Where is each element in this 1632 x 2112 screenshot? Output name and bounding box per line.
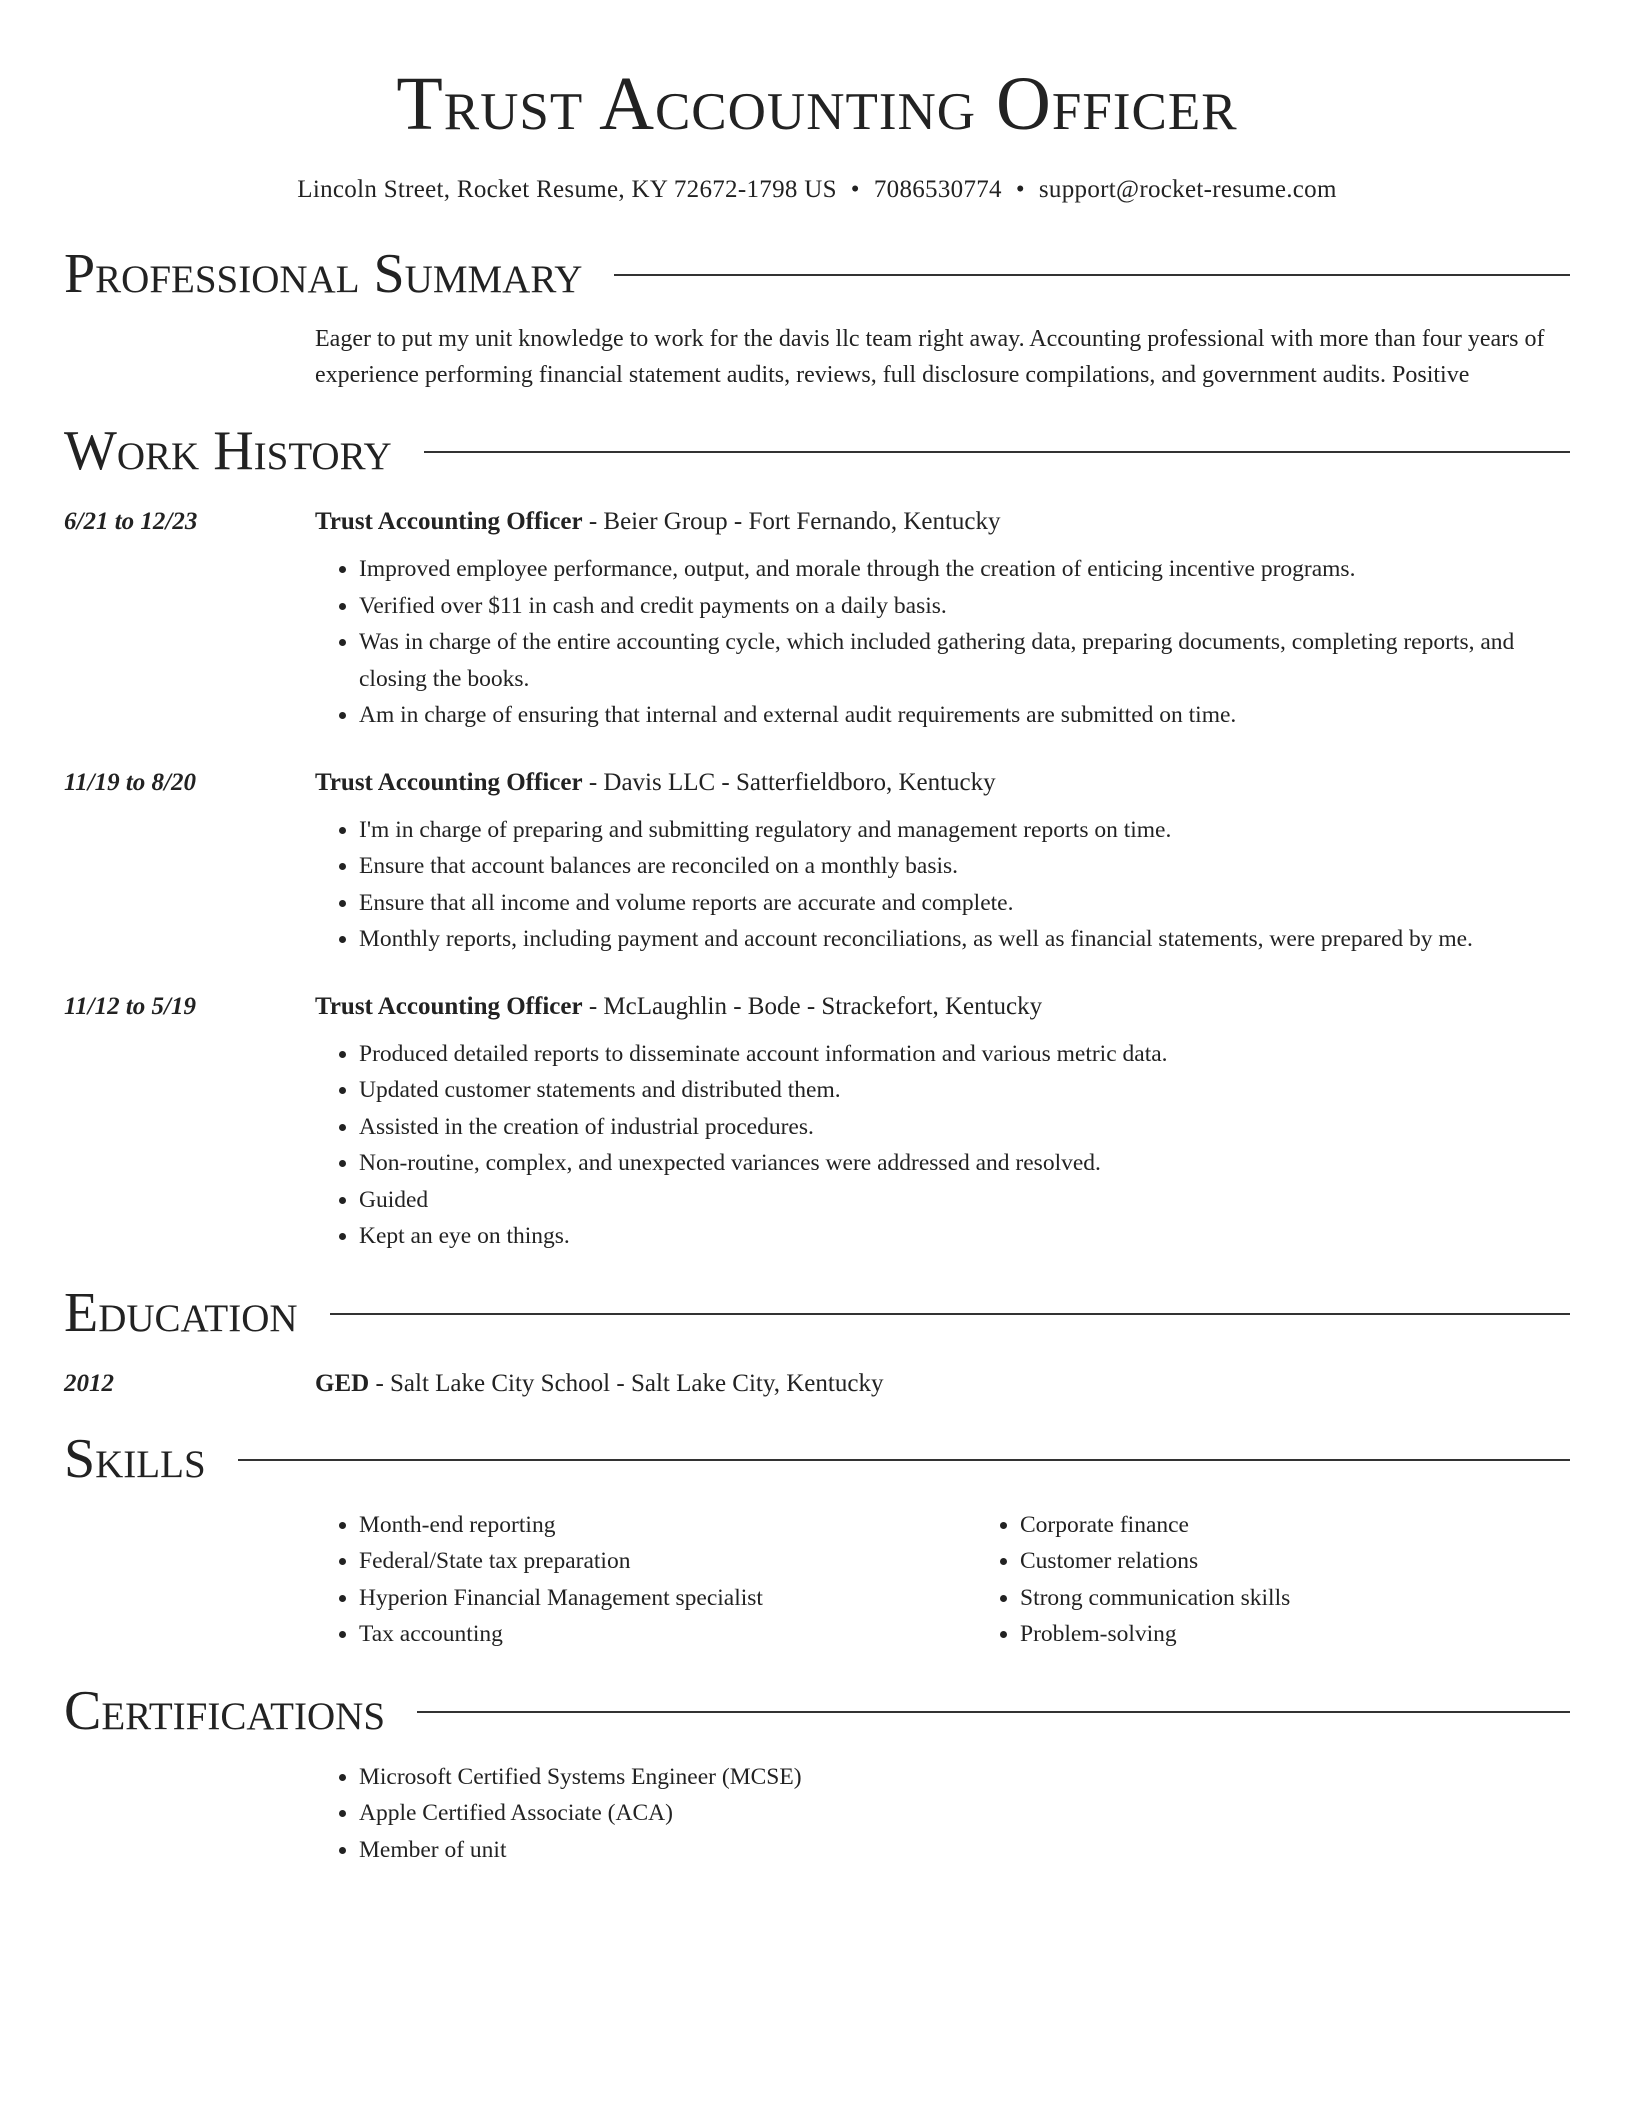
job-entry: [64, 990, 1570, 1255]
list-item: • Guided: [359, 1182, 1570, 1219]
skills-section: [64, 1427, 1570, 1653]
job-bullets: [315, 1036, 1570, 1255]
job-entry: [64, 505, 1570, 734]
list-item: • Ensure that account balances are reconciled on a monthly basis.: [359, 848, 1570, 885]
section-title: Work History: [64, 420, 392, 482]
contact-separator: •: [1015, 176, 1025, 203]
skill-item: • Federal/State tax preparation: [359, 1543, 976, 1580]
section-divider: [330, 1313, 1570, 1315]
section-title: Professional Summary: [64, 243, 583, 305]
education-heading-line: [315, 1367, 1570, 1401]
list-item: • Was in charge of the entire accounting cycle, which included gathering data, preparing documents, completing reports, and closing the books.: [359, 624, 1570, 697]
education-heading: [64, 1281, 1570, 1344]
section-divider: [238, 1459, 1570, 1461]
skills-list-right: [976, 1507, 1632, 1653]
resume-title: Trust Accounting Officer: [396, 62, 1238, 146]
work-history-section: [64, 420, 1570, 1255]
job-bullets: [315, 812, 1570, 958]
job-dates: 11/19 to 8/20: [64, 768, 196, 796]
list-item: • Ensure that all income and volume reports are accurate and complete.: [359, 885, 1570, 922]
certification-item: • Member of unit: [359, 1832, 1570, 1869]
list-item: • Produced detailed reports to disseminate account information and various metric data.: [359, 1036, 1570, 1073]
list-item: • Monthly reports, including payment and account reconciliations, as well as financial statements, were prepared by me.: [359, 921, 1570, 958]
job-employer: - Beier Group - Fort Fernando, Kentucky: [582, 508, 1001, 535]
summary-text: Eager to put my unit knowledge to work for the davis llc team right away. Accounting professional with more than four years of experience performing financial statement audits, reviews, full disclosure compilations, and government audits. Positive: [315, 326, 1545, 388]
list-item: • Am in charge of ensuring that internal and external audit requirements are submitted on time.: [359, 697, 1570, 734]
section-title: Education: [64, 1281, 298, 1344]
education-entry: [64, 1367, 1570, 1401]
certifications-section: [64, 1679, 1570, 1869]
job-heading: [315, 505, 1570, 539]
section-divider: [424, 451, 1570, 453]
contact-phone: 7086530774: [873, 176, 1002, 203]
skills-list-left: [315, 1507, 976, 1653]
section-divider: [614, 274, 1570, 276]
skills-grid: [315, 1507, 1570, 1653]
skill-item: • Tax accounting: [359, 1616, 976, 1653]
certifications-heading: [64, 1679, 1570, 1742]
list-item: • I'm in charge of preparing and submitting regulatory and management reports on time.: [359, 812, 1570, 849]
skill-item: • Hyperion Financial Management specialist: [359, 1580, 976, 1617]
education-section: [64, 1281, 1570, 1401]
skill-item: • Strong communication skills: [1020, 1580, 1632, 1617]
skill-item: • Customer relations: [1020, 1543, 1632, 1580]
contact-line: [64, 176, 1570, 204]
list-item: • Updated customer statements and distributed them.: [359, 1072, 1570, 1109]
certifications-list-wrap: [315, 1759, 1570, 1869]
list-item: • Improved employee performance, output, and morale through the creation of enticing incentive programs.: [359, 551, 1570, 588]
education-year: 2012: [64, 1369, 114, 1397]
skill-item: • Month-end reporting: [359, 1507, 976, 1544]
list-item: • Verified over $11 in cash and credit payments on a daily basis.: [359, 588, 1570, 625]
job-dates: 11/12 to 5/19: [64, 992, 196, 1020]
job-bullets: [315, 551, 1570, 734]
education-school: - Salt Lake City School - Salt Lake City, Kentucky: [369, 1369, 884, 1397]
list-item: • Non-routine, complex, and unexpected variances were addressed and resolved.: [359, 1145, 1570, 1182]
certification-item: • Microsoft Certified Systems Engineer (MCSE): [359, 1759, 1570, 1796]
education-degree: GED: [315, 1369, 370, 1397]
job-entry: [64, 766, 1570, 958]
job-heading: [315, 990, 1570, 1024]
section-divider: [417, 1711, 1570, 1713]
work-history-heading: [64, 420, 1570, 482]
job-heading: [315, 766, 1570, 800]
list-item: • Assisted in the creation of industrial procedures.: [359, 1109, 1570, 1146]
resume-page: [64, 0, 1570, 1868]
summary-section: [64, 243, 1570, 393]
job-dates: 6/21 to 12/23: [64, 508, 198, 535]
skill-item: • Problem-solving: [1020, 1616, 1632, 1653]
skill-item: • Corporate finance: [1020, 1507, 1632, 1544]
contact-email: support@rocket-resume.com: [1038, 176, 1337, 203]
certification-item: • Apple Certified Associate (ACA): [359, 1795, 1570, 1832]
section-title: Skills: [64, 1427, 206, 1490]
job-role: Trust Accounting Officer: [315, 508, 583, 535]
contact-address: Lincoln Street, Rocket Resume, KY 72672-1798 US: [297, 176, 837, 203]
section-title: Certifications: [64, 1679, 386, 1742]
job-role: Trust Accounting Officer: [315, 992, 583, 1020]
list-item: • Kept an eye on things.: [359, 1218, 1570, 1255]
job-employer: - McLaughlin - Bode - Strackefort, Kentucky: [582, 992, 1043, 1020]
skills-heading: [64, 1427, 1570, 1490]
contact-separator: •: [850, 176, 860, 203]
job-role: Trust Accounting Officer: [315, 768, 583, 796]
certifications-list: [315, 1759, 1570, 1869]
job-employer: - Davis LLC - Satterfieldboro, Kentucky: [582, 768, 996, 796]
summary-heading: [64, 243, 1570, 305]
